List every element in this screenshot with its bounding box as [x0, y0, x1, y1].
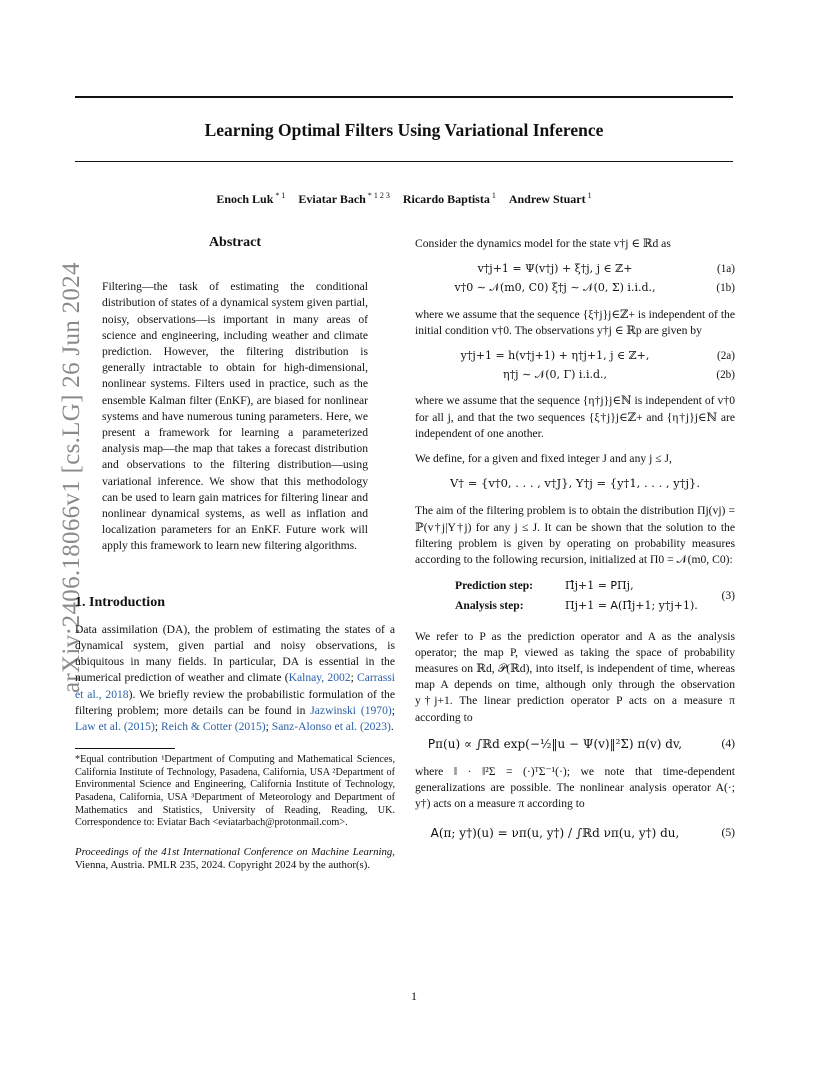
noise-independence-paragraph: where we assume that the sequence {η†j}j∈ℕ is independent of v†0 for all j, and that the two sequences {ξ†j}j∈ℤ+ and {η†j}j∈ℕ are independent of one another. [415, 394, 735, 440]
analysis-step-label: Analysis step: [455, 599, 524, 613]
filtering-aim-paragraph: The aim of the filtering problem is to obtain the distribution Πj(vj) = ℙ(v†j|Y†j) for any j ≤ J. It can be shown that the solution to the filtering problem is given by operating on probability measures according to the following recursion, initialized at Π0 = 𝒩(m0, C0): [415, 504, 735, 567]
title-rule-top [75, 96, 733, 98]
author-1: Enoch Luk $^{* 1}$ [216, 191, 286, 206]
equation-3-number: (3) [721, 589, 735, 603]
citation-reich[interactable]: Reich & Cotter (2015) [160, 720, 266, 734]
equation-1 [415, 261, 735, 296]
equation-2a: y†j+1 = h(v†j+1) + η†j+1, j ∈ ℤ+, [460, 349, 650, 363]
equation-1b-number: (1b) [716, 282, 735, 295]
proceedings-note: Proceedings of the 41st International Conference on Machine Learning, Vienna, Austria. PMLR 235, 2024. Copyright 2024 by the author(s). [75, 845, 395, 872]
intro-paragraph: Data assimilation (DA), the problem of estimating the states of a dynamical system, given partial and noisy observations, is ubiquitous in many fields. In particular, DA is essential in the numerical prediction of weather and climate (Kalnay, 2002; Carrassi et al., 2018). We briefly review the probabilistic formulation of the filtering problem; more details can be found in Jazwinski (1970); Law et al. (2015); Reich & Cotter (2015); Sanz-Alonso et al. (2023). [75, 622, 396, 734]
equation-4-number: (4) [721, 736, 735, 750]
author-list [75, 191, 733, 207]
equation-2b-number: (2b) [716, 369, 735, 382]
paper-title: Learning Optimal Filters Using Variational Inference [204, 120, 604, 140]
equation-sets: V† = {v†0, . . . , v†J}, Y†j = {y†1, . . . , y†j}. [450, 476, 700, 491]
author-3: Ricardo Baptista $^1$ [402, 191, 496, 206]
abstract-text: Filtering—the task of estimating the conditional distribution of states of a dynamical system given partial, noisy, observations—is important in many areas of science and engineering, including weather and climate prediction. However, the filtering distribution is generally intractable to obtain for high-dimensional, nonlinear systems. Filters used in practice, such as the ensemble Kalman filter (EnKF), are biased for nonlinear systems and have numerous tuning parameters. Here, we present a framework for learning a parameterized analysis map—the map that takes a forecast distribution and observations to the filtering distribution—using variational inference. We show that this methodology can be used to learn gain matrices for filtering linear and nonlinear dynamical systems, as well as inflation and localization parameters for an EnKF. Future work will apply this framework to learn new filtering algorithms. [102, 280, 368, 553]
citation-carrassi[interactable]: Carrassi et al., 2018 [75, 671, 396, 701]
abstract-heading: Abstract [208, 235, 262, 250]
equation-5 [415, 825, 735, 841]
equation-3 [415, 578, 735, 614]
title-rule-bottom [75, 161, 733, 162]
equation-2a-number: (2a) [716, 350, 735, 363]
page-number: 1 [411, 989, 417, 1003]
equation-1a-number: (1a) [716, 263, 735, 276]
footnote-rule [75, 748, 175, 749]
left-column [75, 235, 395, 873]
citation-law[interactable]: Law et al. (2015) [75, 720, 155, 734]
dynamics-paragraph: Consider the dynamics model for the state v†j ∈ ℝd as [415, 237, 671, 250]
equation-4 [415, 736, 735, 752]
prediction-step-label: Prediction step: [455, 579, 534, 593]
section-heading-introduction: 1. Introduction [75, 594, 165, 610]
equation-5-body: 𝖠(π; y†)(u) = νπ(u, y†) / ∫ℝd νπ(u, y†) du, [430, 825, 680, 840]
author-4: Andrew Stuart $^1$ [508, 191, 592, 206]
equation-4-body: 𝖯π(u) ∝ ∫ℝd exp(−½‖u − Ψ(v)‖²Σ) π(v) dv, [427, 736, 683, 751]
arxiv-stamp: arXiv:2406.18066v1 [cs.LG] 26 Jun 2024 [58, 262, 85, 693]
equation-5-number: (5) [721, 825, 735, 839]
right-column [415, 236, 735, 841]
norm-paragraph: where ‖ · ‖²Σ = (·)ᵀΣ⁻¹(·); we note that time-dependent generalizations are possible. The nonlinear analysis operator A(·; y†) acts on a measure π according to [415, 765, 735, 811]
citation-sanz-alonso[interactable]: Sanz-Alonso et al. (2023) [271, 720, 391, 734]
operators-paragraph: We refer to P as the prediction operator and A as the analysis operator; the map P, viewed as taking the space of probability measures on ℝd, 𝒫(ℝd), into itself, is independent of time, whereas map A depends on time, although only through the observation y†j+1. The linear prediction operator P acts on a measure π according to [415, 629, 735, 724]
citation-jazwinski[interactable]: Jazwinski (1970) [310, 703, 392, 717]
prediction-step-equation: Π̂j+1 = 𝖯Πj, [565, 579, 634, 593]
equation-1a: v†j+1 = Ψ(v†j) + ξ†j, j ∈ ℤ+ [477, 262, 633, 276]
definition-paragraph: We define, for a given and fixed integer J and any j ≤ J, [415, 452, 672, 466]
independence-paragraph: where we assume that the sequence {ξ†j}j∈ℤ+ is independent of the initial condition v†0. The observations y†j ∈ ℝp are given by [415, 307, 735, 337]
author-2: Eviatar Bach $^{* 1 2 3}$ [298, 191, 390, 206]
equation-2b: η†j ∼ 𝒩(0, Γ) i.i.d., [502, 368, 608, 382]
affiliations-footnote: *Equal contribution ¹Department of Computing and Mathematical Sciences, California Institute of Technology, Pasadena, California, USA ²Department of Environmental Science and Engineering, California Institute of Technology, Pasadena, California, USA ³Department of Meteorology and Department of Mathematics and Statistics, University of Reading, Reading, UK. Correspondence to: Eviatar Bach <eviatarbach@protonmail.com>. [75, 754, 395, 829]
citation-kalnay[interactable]: Kalnay, 2002 [288, 671, 351, 685]
equation-2 [415, 348, 735, 383]
analysis-step-equation: Πj+1 = 𝖠(Π̂j+1; y†j+1). [565, 599, 698, 613]
equation-1b: v†0 ∼ 𝒩(m0, C0) ξ†j ∼ 𝒩(0, Σ) i.i.d., [454, 281, 656, 295]
